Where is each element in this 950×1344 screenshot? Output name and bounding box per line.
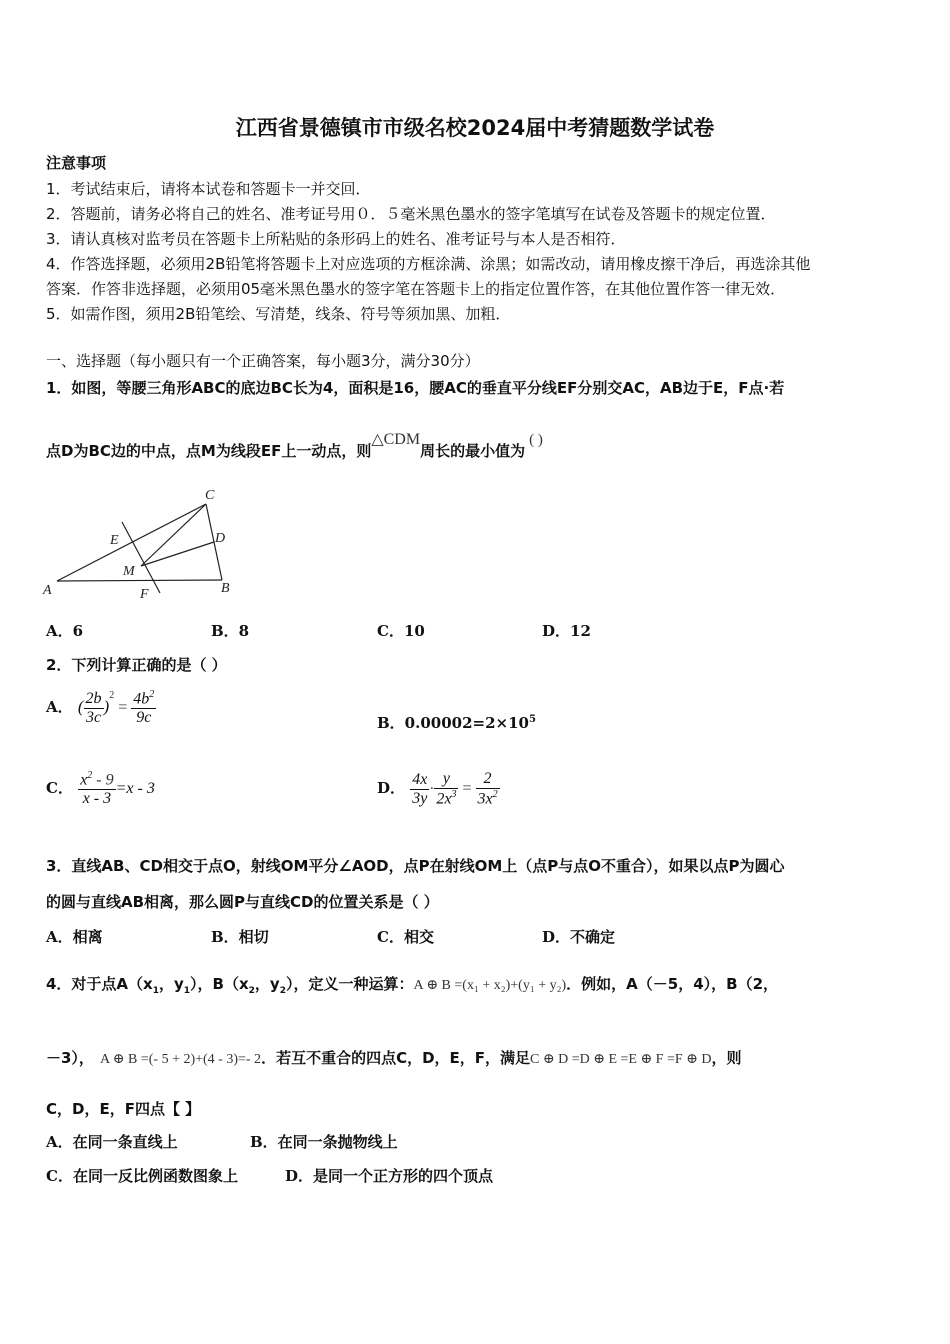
q4-option-a: A．在同一条直线上 (46, 1133, 178, 1151)
label-c: C (205, 488, 215, 503)
note-item: 答案．作答非选择题，必须用05毫米黑色墨水的签字笔在答题卡上的指定位置作答，在其他位置作答一律无效． (46, 280, 786, 298)
q4-definition-formula: A ⊕ B =(x₁ + x₂)+(y₁ + y₂) (413, 978, 567, 993)
notes-heading: 注意事项 (46, 154, 107, 172)
q3-line2: 的圆与直线AB相离，那么圆P与直线CD的位置关系是（ ） (46, 893, 439, 911)
page-title: 江西省景德镇市市级名校2024届中考猜题数学试卷 (235, 116, 715, 140)
line-ef (122, 522, 160, 593)
q2-option-d: D． $\frac{4x}{3y}$ · $\frac{y}{2x^3}$ = $\frac{2}{3x^2}$ (377, 770, 498, 808)
q4-example-formula: A ⊕ B =(- 5 + 2)+(4 - 3)=- 2 (99, 1052, 262, 1067)
q4-condition-formula: C ⊕ D =D ⊕ E =E ⊕ F =F ⊕ D (530, 1052, 712, 1067)
side-ab (57, 580, 222, 581)
q1-line1: 1．如图，等腰三角形ABC的底边BC长为4，面积是16，腰AC的垂直平分线EF分别交AC，AB边于E，F点·若 (46, 379, 785, 397)
q1-triangle-figure (40, 482, 240, 602)
q4-line3: C，D，E，F四点【 】 (46, 1100, 201, 1118)
section-heading: 一、选择题（每小题只有一个正确答案，每小题3分，满分30分） (46, 352, 480, 370)
note-item: 5．如需作图，须用2B铅笔绘、写清楚，线条、符号等须加黑、加粗． (46, 305, 511, 323)
q1-formula: △CDM (371, 431, 421, 448)
q1-option-a: A．6 (46, 622, 84, 640)
label-m: M (123, 564, 135, 579)
q1-option-c: C．10 (377, 622, 425, 640)
q2-option-a: A． ( $\frac{2b}{3c}$ )$^2$ = $\frac{4b^2}{9c}$ (46, 689, 155, 727)
q4-line1: 4．对于点$A(x_1$，$y_1$），$B(x_2$，$y_2$），定义一种运算：A ⊕ B =(x₁ + x₂)+(y₁ + y₂)．例如，A（－5，4），B（2， (46, 975, 779, 996)
q3-option-a: A．相离 (46, 928, 103, 946)
q2-option-c: C． $\frac{x^2 - 9}{x - 3}$ =x - 3 (46, 770, 155, 808)
q3-option-c: C．相交 (377, 928, 434, 946)
q1-line2 (46, 431, 543, 461)
q4-option-d: D．是同一个正方形的四个顶点 (285, 1167, 494, 1185)
label-e: E (110, 533, 119, 548)
q1-paren: ( ) (529, 432, 543, 448)
note-item: 4．作答选择题，必须用2B铅笔将答题卡上对应选项的方框涂满、涂黑；如需改动，请用橡皮擦干净后，再选涂其他 (46, 255, 811, 273)
q4-option-b: B．在同一条抛物线上 (250, 1133, 398, 1151)
q4-line2: －3）， A ⊕ B =(- 5 + 2)+(4 - 3)=- 2．若互不重合的四点C，D，E，F，满足C ⊕ D =D ⊕ E =E ⊕ F =F ⊕ D，则 (46, 1049, 742, 1067)
segment-dm (141, 542, 214, 566)
q1-line2b: 周长的最小值为 (420, 442, 526, 460)
segment-cm (141, 504, 206, 566)
q1-option-b: B．8 (211, 622, 250, 640)
q1-option-d: D．12 (542, 622, 591, 640)
q3-option-d: D．不确定 (542, 928, 616, 946)
q4-option-c: C．在同一反比例函数图象上 (46, 1167, 238, 1185)
label-a: A (43, 583, 52, 598)
q2-option-b: B．$0.00002=2\times 10^5$ (377, 714, 536, 732)
note-item: 3．请认真核对监考员在答题卡上所粘贴的条形码上的姓名、准考证号与本人是否相符． (46, 230, 626, 248)
q1-line2a: 点D为BC边的中点，点M为线段EF上一动点，则 (46, 442, 372, 460)
label-b: B (221, 581, 230, 596)
label-d: D (215, 531, 226, 546)
q3-line1: 3．直线AB、CD相交于点O，射线OM平分∠AOD，点P在射线OM上（点P与点O不重合），如果以点P为圆心 (46, 857, 785, 875)
label-f: F (140, 587, 149, 602)
note-item: 2．答题前，请务必将自己的姓名、准考证号用０．５毫米黑色墨水的签字笔填写在试卷及答题卡的规定位置． (46, 205, 776, 223)
q3-option-b: B．相切 (211, 928, 269, 946)
note-item: 1．考试结束后，请将本试卷和答题卡一并交回． (46, 180, 371, 198)
q2-stem: 2．下列计算正确的是（ ） (46, 656, 227, 674)
